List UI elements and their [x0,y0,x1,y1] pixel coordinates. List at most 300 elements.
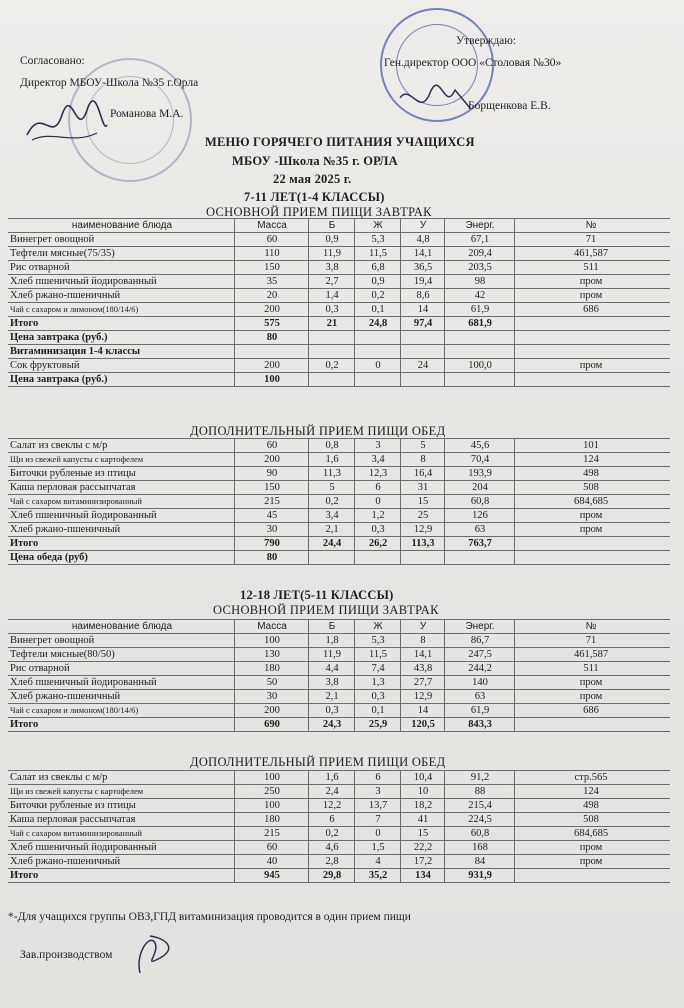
value-cell: 498 [583,468,599,479]
value-cell: 140 [472,677,488,688]
value-cell: 71 [585,234,597,245]
table-row [8,494,670,508]
value-cell: пром [579,510,603,521]
value-cell: 15 [417,828,429,839]
value-cell [236,345,308,358]
value-cell: 60 [266,440,278,451]
value-cell: 244,2 [468,663,492,674]
value-cell: 2,1 [325,524,339,535]
value-cell: 25 [417,510,429,521]
value-cell: 6 [329,814,335,825]
value-cell: 247,5 [468,649,492,660]
table-header-row [8,619,670,633]
table-row [8,522,670,536]
value-cell: 1,6 [325,772,339,783]
value-cell: 40 [266,856,278,867]
value-cell: 250 [264,786,280,797]
value-cell: 21 [326,318,338,329]
director-title: Директор МБОУ-Школа №35 г.Орла [20,77,199,89]
value-cell [516,345,666,358]
dish-name-cell: Биточки рубленые из птицы [10,468,136,479]
age-group-1: 7-11 ЛЕТ(1-4 КЛАССЫ) [244,190,385,204]
section-lunch-2: ДОПОЛНИТЕЛЬНЫЙ ПРИЕМ ПИЩИ ОБЕД [190,755,446,769]
value-cell: 12,9 [413,524,433,535]
value-cell: 0,2 [371,290,385,301]
table-row [8,316,670,330]
table-row [8,232,670,246]
value-cell: 86,7 [470,635,490,646]
value-cell: 0 [375,360,381,371]
dish-name-cell: Сок фруктовый [10,360,80,371]
value-cell: 0,9 [325,234,339,245]
value-cell [516,551,666,564]
value-cell: 15 [417,496,429,507]
table-row [8,438,670,452]
age-group-2: 12-18 ЛЕТ(5-11 КЛАССЫ) [240,588,394,602]
value-cell: 67,1 [470,234,490,245]
value-cell: 14 [417,304,429,315]
dish-name-cell: Винегрет овощной [10,234,95,245]
table-lunch-1 [8,438,670,565]
value-cell: 12,9 [413,691,433,702]
value-cell: 14,1 [413,248,433,259]
table-row [8,770,670,784]
value-cell: 215,4 [468,800,492,811]
value-cell: 3,4 [371,454,385,465]
dish-name-cell: Тефтели мясные(80/50) [10,649,115,660]
value-cell: 11,9 [323,248,341,259]
table-row [8,647,670,661]
section-breakfast-1: ОСНОВНОЙ ПРИЕМ ПИЩИ ЗАВТРАК [206,205,432,219]
value-cell: 5,3 [371,234,385,245]
dish-name-cell: Чай с сахаром витаминизированный [10,828,142,838]
value-cell: пром [579,290,603,301]
dish-name-cell: Хлеб пшеничный йодированный [10,276,157,287]
column-header: Энерг. [465,220,495,231]
value-cell: 7 [375,814,381,825]
value-cell: 2,8 [325,856,339,867]
table-lunch-2 [8,770,670,883]
school-title: МБОУ -Школа №35 г. ОРЛА [232,154,398,168]
table-row [8,812,670,826]
dish-name-cell: Итого [10,719,39,730]
value-cell: 11,5 [369,649,387,660]
value-cell [356,373,400,386]
table-row [8,246,670,260]
value-cell: 5,3 [371,635,385,646]
value-cell: 14 [417,705,429,716]
column-header: Энерг. [465,621,495,632]
table-row [8,260,670,274]
dish-name-cell: Хлеб пшеничный йодированный [10,510,157,521]
table-row [8,717,670,732]
column-header: Ж [373,220,383,231]
value-cell: 97,4 [413,318,433,329]
value-cell [516,869,666,882]
value-cell: 209,4 [468,248,492,259]
table-row [8,826,670,840]
table-row [8,689,670,703]
value-cell: 1,3 [371,677,385,688]
value-cell: пром [579,691,603,702]
dish-name-cell: Итого [10,538,39,549]
director-name: Романова М.А. [110,108,184,120]
value-cell: 71 [585,635,597,646]
value-cell: 124 [583,786,599,797]
value-cell: 80 [266,552,278,563]
gen-director-title: Ген.директор ООО «Столовая №30» [384,57,562,69]
value-cell [310,551,354,564]
value-cell: 461,587 [573,649,609,660]
value-cell [446,331,514,344]
dish-name-cell: Витаминизация 1-4 классы [10,346,141,357]
value-cell: 1,2 [371,510,385,521]
footer-note: *-Для учащихся группы ОВЗ,ГПД витаминизация проводится в один прием пищи [8,911,411,923]
table-row [8,784,670,798]
table-row [8,302,670,316]
value-cell: 200 [264,705,280,716]
value-cell: 204 [472,482,488,493]
table-row [8,452,670,466]
dish-name-cell: Каша перловая рассыпчатая [10,814,136,825]
table-row [8,703,670,717]
value-cell [402,331,444,344]
dish-name-cell: Итого [10,318,39,329]
table-row [8,466,670,480]
agreed-label: Согласовано: [20,55,85,67]
dish-name-cell: Тефтели мясные(75/35) [10,248,115,259]
column-header: Ж [373,621,383,632]
value-cell: 29,8 [322,870,342,881]
value-cell: 50 [266,677,278,688]
value-cell: 10 [417,786,429,797]
value-cell: 0 [375,828,381,839]
dish-name-cell: Хлеб ржано-пшеничный [10,524,121,535]
value-cell: 100 [264,772,280,783]
value-cell: 60,8 [470,828,490,839]
value-cell [402,373,444,386]
value-cell: 24,8 [368,318,388,329]
value-cell: 12,2 [322,800,342,811]
value-cell: 80 [266,332,278,343]
value-cell: 2,7 [325,276,339,287]
table-row [8,840,670,854]
value-cell: 0,3 [325,304,339,315]
section-breakfast-2: ОСНОВНОЙ ПРИЕМ ПИЩИ ЗАВТРАК [213,603,439,617]
dish-name-cell: Каша перловая рассыпчатая [10,482,136,493]
value-cell: 511 [583,262,599,273]
value-cell: 1,5 [371,842,385,853]
value-cell: 6,8 [371,262,385,273]
column-header: Масса [257,621,287,632]
value-cell: 215 [264,496,280,507]
value-cell: 84 [474,856,486,867]
value-cell: 13,7 [368,800,388,811]
table-row [8,536,670,550]
value-cell: 24 [417,360,429,371]
value-cell: 11,3 [323,468,341,479]
value-cell: 100,0 [468,360,492,371]
value-cell: 2,4 [325,786,339,797]
value-cell: 0,2 [325,828,339,839]
value-cell: 27,7 [413,677,433,688]
value-cell: 180 [264,663,280,674]
value-cell: пром [579,276,603,287]
value-cell: 684,685 [573,828,609,839]
value-cell: 100 [264,374,280,385]
value-cell: 124 [583,454,599,465]
value-cell: 88 [474,786,486,797]
menu-title: МЕНЮ ГОРЯЧЕГО ПИТАНИЯ УЧАЩИХСЯ [205,135,475,149]
value-cell: 26,2 [368,538,388,549]
value-cell: 100 [264,635,280,646]
value-cell: 19,4 [413,276,433,287]
value-cell [402,345,444,358]
value-cell: 8,6 [416,290,430,301]
value-cell: 200 [264,360,280,371]
value-cell: 90 [266,468,278,479]
value-cell: 0,3 [371,524,385,535]
value-cell: 126 [472,510,488,521]
section-lunch-1: ДОПОЛНИТЕЛЬНЫЙ ПРИЕМ ПИЩИ ОБЕД [190,424,446,438]
table-row [8,508,670,522]
column-header: наименование блюда [71,621,173,632]
dish-name-cell: Хлеб пшеничный йодированный [10,842,157,853]
value-cell: 0,2 [325,496,339,507]
value-cell: 686 [583,304,599,315]
value-cell: 150 [264,262,280,273]
value-cell: 35 [266,276,278,287]
dish-name-cell: Чай с сахаром витаминизированный [10,496,142,506]
value-cell: 681,9 [468,318,492,329]
value-cell: 20 [266,290,278,301]
value-cell [516,331,666,344]
value-cell: 508 [583,482,599,493]
chief-signature [130,928,170,980]
value-cell: стр.565 [574,772,608,783]
value-cell: пром [579,677,603,688]
column-header: наименование блюда [71,220,173,231]
value-cell: 508 [583,814,599,825]
value-cell: 0,3 [325,705,339,716]
value-cell [516,373,666,386]
value-cell: 12,3 [368,468,388,479]
value-cell: 7,4 [371,663,385,674]
value-cell: 30 [266,691,278,702]
value-cell: 31 [417,482,429,493]
column-header: У [419,621,427,632]
table-row [8,550,670,565]
menu-date: 22 мая 2025 г. [273,172,352,186]
dish-name-cell: Рис отварной [10,663,70,674]
value-cell: 3 [375,440,381,451]
value-cell [446,345,514,358]
dish-name-cell: Рис отварной [10,262,70,273]
dish-name-cell: Винегрет овощной [10,635,95,646]
value-cell: 0 [375,496,381,507]
value-cell: 931,9 [468,870,492,881]
table-row [8,274,670,288]
value-cell: 24,3 [322,719,342,730]
table-breakfast-1 [8,218,670,387]
value-cell: 18,2 [413,800,433,811]
value-cell [356,345,400,358]
value-cell: 42 [474,290,486,301]
value-cell: 0,8 [325,440,339,451]
dish-name-cell: Цена обеда (руб) [10,552,88,563]
dish-name-cell: Чай с сахаром и лимоном(180/14/6) [10,304,139,314]
value-cell: 11,9 [323,649,341,660]
dish-name-cell: Итого [10,870,39,881]
value-cell: 43,8 [413,663,433,674]
column-header: Б [328,621,336,632]
value-cell: 843,3 [468,719,492,730]
value-cell: 24,4 [322,538,342,549]
value-cell: 1,4 [325,290,339,301]
value-cell: 150 [264,482,280,493]
approved-label: Утверждаю: [456,35,517,47]
value-cell: 4,4 [325,663,339,674]
dish-name-cell: Щи из свежей капусты с картофелем [10,454,144,464]
value-cell: 193,9 [468,468,492,479]
value-cell: 45,6 [470,440,490,451]
value-cell: 684,685 [573,496,609,507]
column-header: Б [328,220,336,231]
value-cell: 10,4 [413,772,433,783]
dish-name-cell: Хлеб ржано-пшеничный [10,691,121,702]
value-cell: 215 [264,828,280,839]
value-cell: 14,1 [413,649,433,660]
value-cell: 461,587 [573,248,609,259]
value-cell: 25,9 [368,719,388,730]
gen-director-name: Борщенкова Е.В. [468,100,551,112]
dish-name-cell: Хлеб ржано-пшеничный [10,290,121,301]
value-cell [356,331,400,344]
value-cell: 8 [420,635,426,646]
value-cell [446,373,514,386]
value-cell [402,551,444,564]
value-cell: 168 [472,842,488,853]
value-cell: пром [579,856,603,867]
table-row [8,358,670,372]
dish-name-cell: Чай с сахаром и лимоном(180/14/6) [10,705,139,715]
value-cell: 3,8 [325,677,339,688]
value-cell: 120,5 [411,719,435,730]
table-row [8,854,670,868]
dish-name-cell: Салат из свеклы с м/р [10,772,108,783]
value-cell: 11,5 [369,248,387,259]
value-cell: 3,4 [325,510,339,521]
value-cell: 200 [264,304,280,315]
value-cell: 0,1 [371,304,385,315]
dish-name-cell: Хлеб ржано-пшеничный [10,856,121,867]
value-cell: 45 [266,510,278,521]
value-cell: 8 [420,454,426,465]
table-row [8,675,670,689]
gen-director-signature [395,78,475,128]
value-cell: 6 [375,482,381,493]
table-row [8,344,670,358]
value-cell: 763,7 [468,538,492,549]
value-cell: 0,2 [325,360,339,371]
value-cell: 0,9 [371,276,385,287]
value-cell: 61,9 [470,304,490,315]
value-cell: 0,1 [371,705,385,716]
value-cell: 60,8 [470,496,490,507]
value-cell: 498 [583,800,599,811]
value-cell: 200 [264,454,280,465]
value-cell: пром [579,360,603,371]
value-cell: 203,5 [468,262,492,273]
value-cell: 17,2 [413,856,433,867]
value-cell: 6 [375,772,381,783]
value-cell: 4 [375,856,381,867]
dish-name-cell: Цена завтрака (руб.) [10,374,108,385]
value-cell [446,551,514,564]
value-cell [516,537,666,550]
column-header: У [419,220,427,231]
value-cell: 4,8 [416,234,430,245]
value-cell [310,345,354,358]
value-cell: пром [579,524,603,535]
value-cell: 3 [375,786,381,797]
table-row [8,633,670,647]
value-cell: 98 [474,276,486,287]
table-row [8,798,670,812]
value-cell: 101 [583,440,599,451]
dish-name-cell: Биточки рубленые из птицы [10,800,136,811]
value-cell: 5 [329,482,335,493]
value-cell: 180 [264,814,280,825]
value-cell: 113,3 [411,538,435,549]
value-cell [516,317,666,330]
value-cell [310,373,354,386]
value-cell: 30 [266,524,278,535]
value-cell: 0,3 [371,691,385,702]
production-chief: Зав.производством [20,949,113,961]
value-cell: 224,5 [468,814,492,825]
value-cell: 22,2 [413,842,433,853]
table-row [8,288,670,302]
dish-name-cell: Щи из свежей капусты с картофелем [10,786,144,796]
table-row [8,868,670,883]
dish-name-cell: Цена завтрака (руб.) [10,332,108,343]
value-cell [516,718,666,731]
value-cell: 35,2 [368,870,388,881]
value-cell: 36,5 [413,262,433,273]
value-cell [356,551,400,564]
dish-name-cell: Хлеб пшеничный йодированный [10,677,157,688]
value-cell: 2,1 [325,691,339,702]
value-cell: 110 [264,248,280,259]
table-header-row [8,218,670,232]
table-row [8,661,670,675]
table-breakfast-2 [8,619,670,732]
value-cell: пром [579,842,603,853]
value-cell: 1,6 [325,454,339,465]
dish-name-cell: Салат из свеклы с м/р [10,440,108,451]
table-row [8,330,670,344]
value-cell: 63 [474,524,486,535]
value-cell [310,331,354,344]
value-cell: 91,2 [470,772,490,783]
value-cell: 60 [266,234,278,245]
value-cell: 690 [264,719,280,730]
value-cell: 63 [474,691,486,702]
value-cell: 134 [415,870,431,881]
director-signature [22,95,112,155]
value-cell: 41 [417,814,429,825]
